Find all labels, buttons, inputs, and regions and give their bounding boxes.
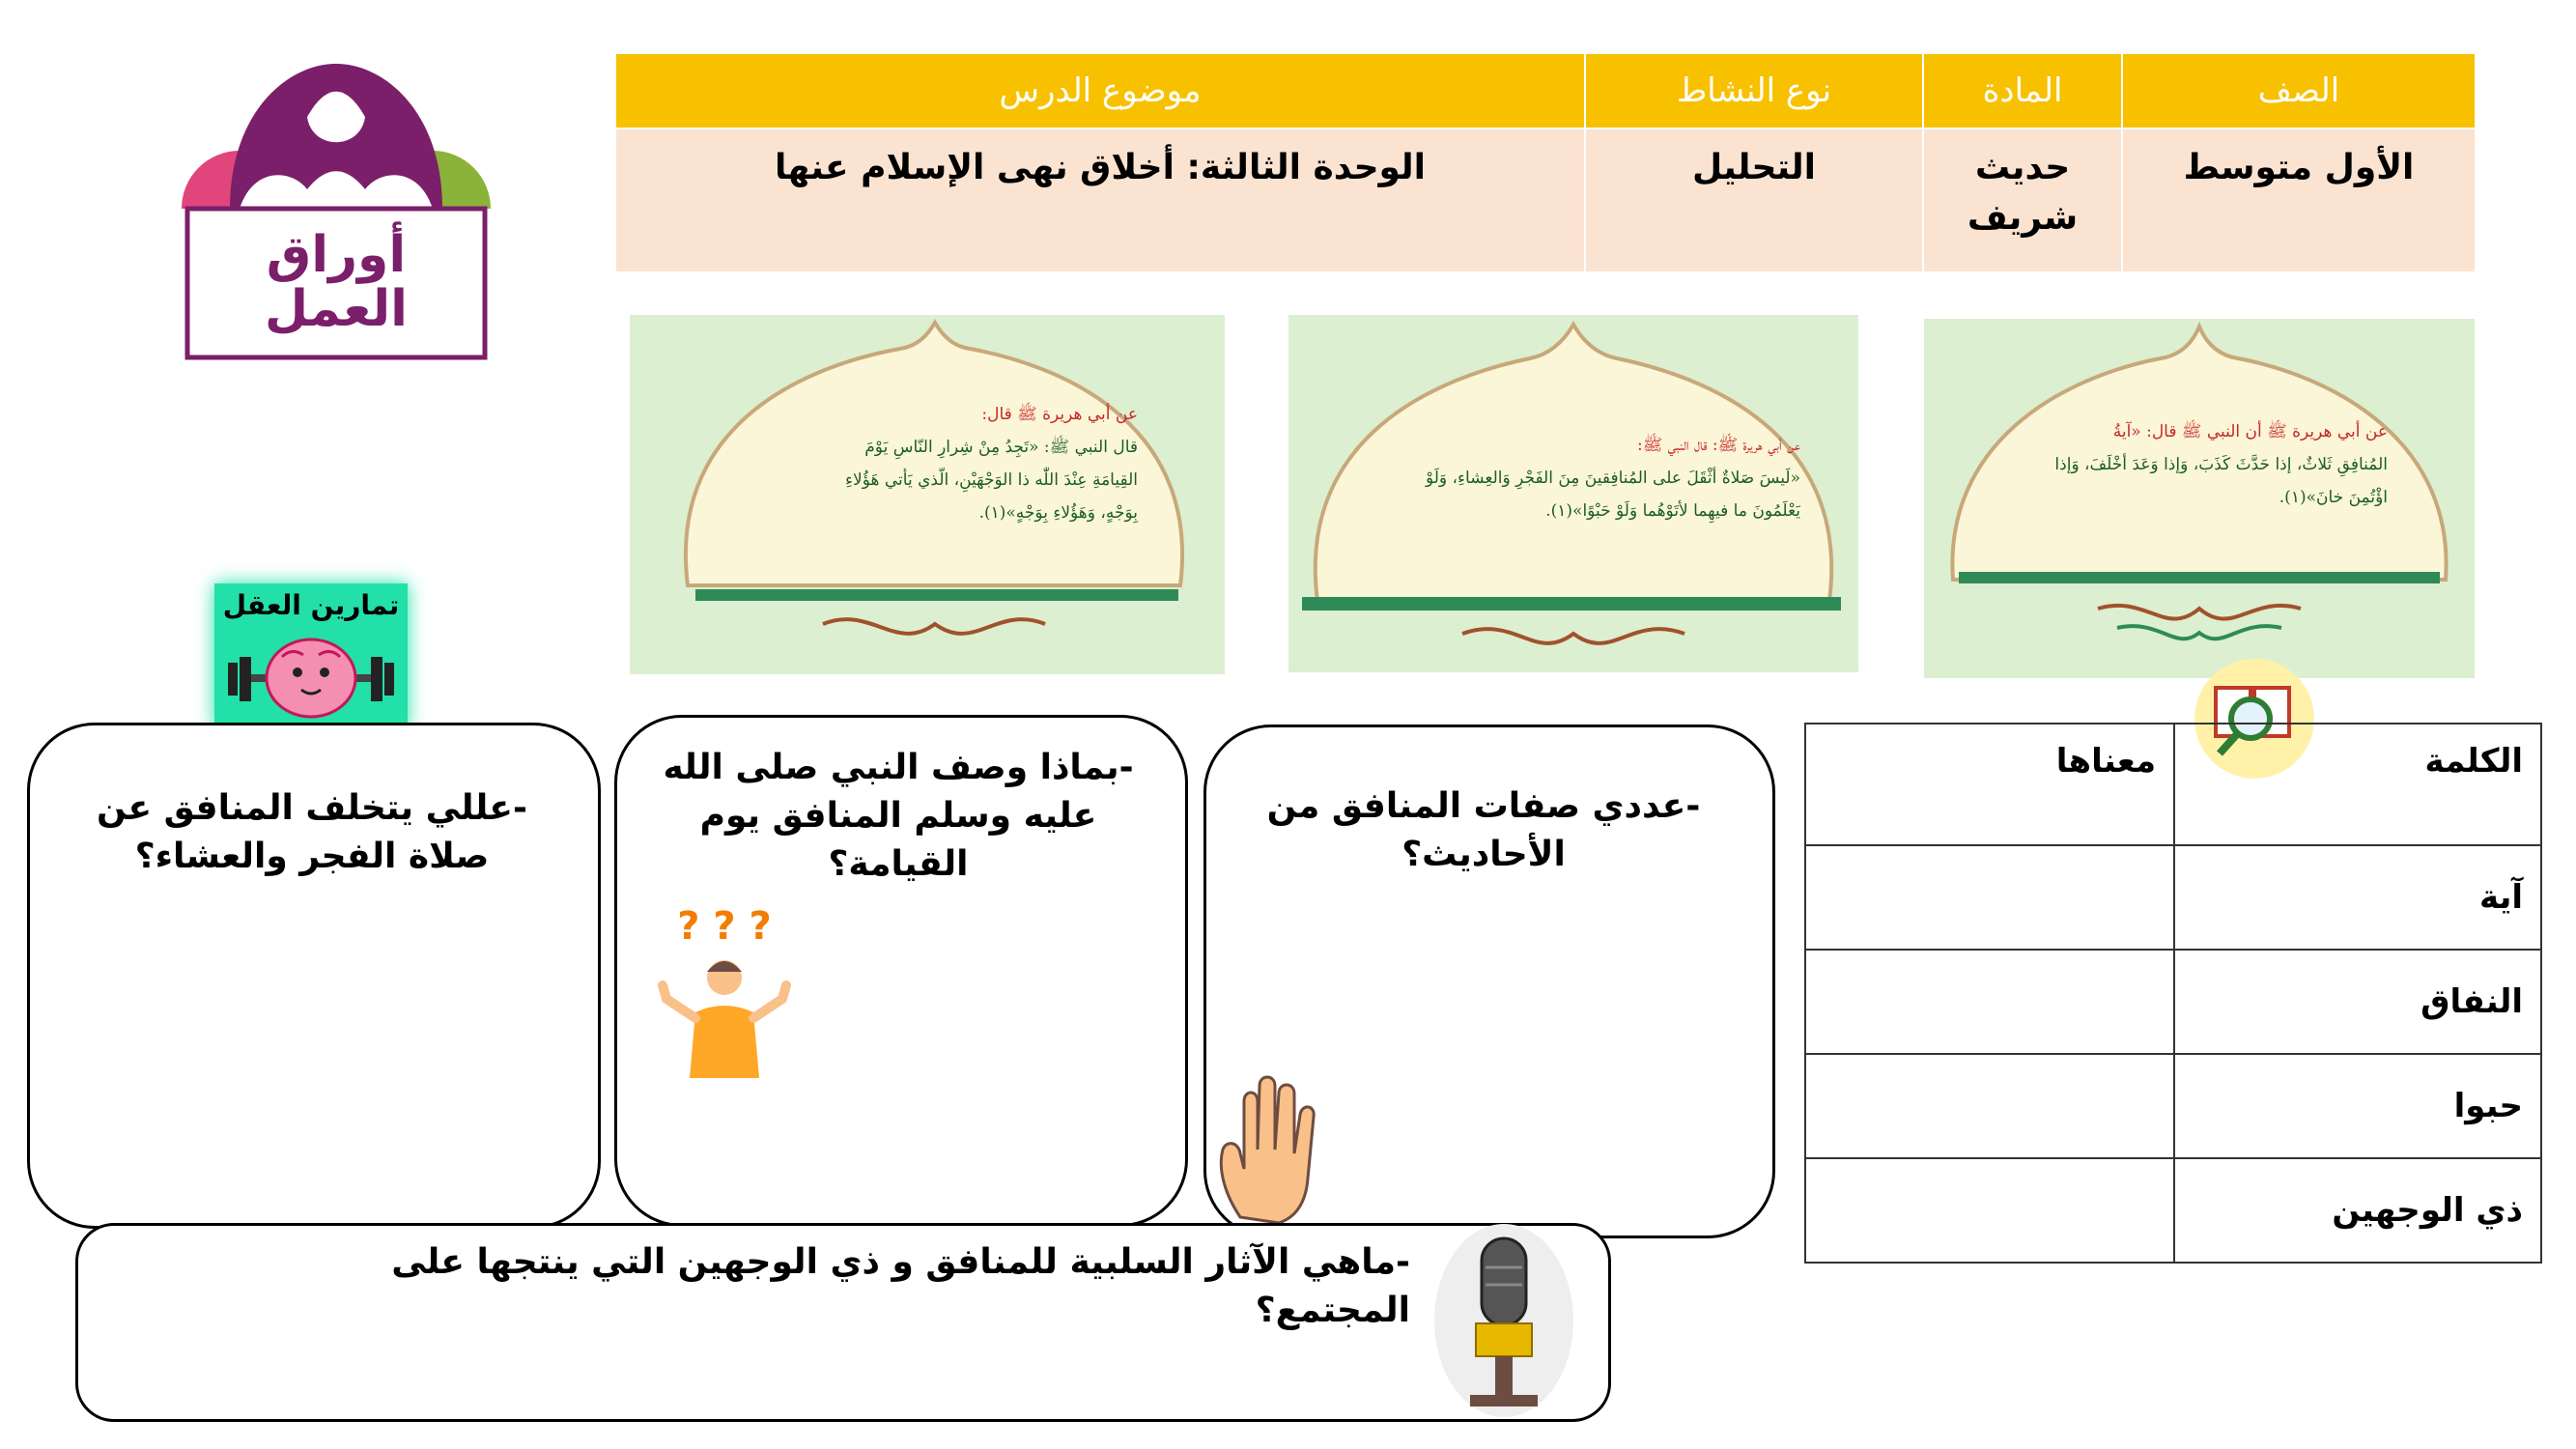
- hadith-1-line-1: المُنافِقِ ثَلاثٌ، إذا حَدَّثَ كَذَبَ، وَإذا وَعَدَ أخْلَفَ، وَإذا: [2054, 455, 2388, 474]
- meaning-cell[interactable]: [1805, 1054, 2174, 1158]
- value-grade: الأول متوسط: [2122, 128, 2476, 272]
- hadith-card-2: [1288, 315, 1858, 672]
- value-subject: حديث شريف: [1923, 128, 2122, 272]
- hadith-card-1: [1924, 319, 2475, 678]
- meaning-cell[interactable]: [1805, 845, 2174, 950]
- hadith-2-line-2: يَعْلَمُونَ ما فيهِما لأتَوْهُما وَلَوْ حَبْوًا»(١).: [1545, 501, 1800, 521]
- word-cell: حبوا: [2174, 1054, 2541, 1158]
- header-lesson-topic: موضوع الدرس: [615, 53, 1585, 128]
- word-cell: ذي الوجهين: [2174, 1158, 2541, 1263]
- brain-exercise-badge: [214, 583, 408, 730]
- hadith-3-line-3: بِوَجْهٍ، وَهَؤُلاءِ بِوَجْهٍ»(١).: [978, 503, 1138, 523]
- meaning-cell[interactable]: [1805, 950, 2174, 1054]
- meaning-cell[interactable]: [1805, 1158, 2174, 1263]
- thinking-person-icon: [657, 904, 792, 1078]
- brain-exercise-title: تمارين العقل: [222, 589, 400, 621]
- hadith-3-line-2: القِيامَةِ عِنْدَ اللّٰه ذا الوَجْهَيْنِ، الّذي يَأتي هَؤُلاءِ: [845, 470, 1138, 490]
- question-marks: ? ? ?: [677, 904, 772, 949]
- word-meaning-table: [1804, 723, 2542, 1264]
- value-lesson-topic: الوحدة الثالثة: أخلاق نهى الإسلام عنها: [615, 128, 1585, 272]
- hadith-2-line-1: «لَيسَ صَلاةٌ أثْقَلَ على المُنافِقينَ مِنَ الفَجْرِ وَالعِشاءِ، وَلَوْ: [1425, 469, 1800, 488]
- microphone-icon: [1431, 1219, 1576, 1422]
- header-subject: المادة: [1923, 53, 2122, 128]
- hadith-1-line-2: اؤْتُمِنَ خانَ»(١).: [2279, 488, 2388, 507]
- hadith-3-line-1: قال النبي ﷺ: «تَجِدُ مِنْ شِرارِ النّاسِ يَوْمَ: [864, 438, 1138, 457]
- question-2-text: -بماذا وصف النبي صلى الله عليه وسلم المنافق يوم القيامة؟: [663, 748, 1134, 884]
- value-activity-type: التحليل: [1585, 128, 1923, 272]
- hadith-2-intro: عن أبي هريرة ﷺ: قال النبي ﷺ:: [1636, 436, 1800, 455]
- logo-line-1: أوراق: [266, 226, 407, 284]
- hadith-3-intro: عن أبي هريرة ﷺ قال:: [981, 405, 1138, 424]
- hadith-card-3: [630, 315, 1225, 674]
- lesson-info-table: [614, 52, 2477, 273]
- header-grade: الصف: [2122, 53, 2476, 128]
- hand-icon: [1211, 1072, 1337, 1227]
- question-4-text: -ماهي الآثار السلبية للمنافق و ذي الوجهين التي ينتجها على المجتمع؟: [391, 1242, 1410, 1330]
- word-column-header: الكلمة: [2174, 724, 2541, 845]
- brain-dumbbell-icon: [224, 628, 398, 728]
- question-3-text: -عللي يتخلف المنافق عن صلاة الفجر والعشاء؟: [97, 788, 527, 876]
- word-cell: آية: [2174, 845, 2541, 950]
- word-cell: النفاق: [2174, 950, 2541, 1054]
- meaning-column-header: معناها: [1805, 724, 2174, 845]
- logo-line-2: العمل: [265, 280, 408, 338]
- hadith-1-intro: عن أبي هريرة ﷺ أن النبي ﷺ قال: «آيةُ: [2112, 422, 2388, 441]
- header-activity-type: نوع النشاط: [1585, 53, 1923, 128]
- worksheet-logo: [182, 44, 491, 363]
- question-1-text: -عددي صفات المنافق من الأحاديث؟: [1266, 786, 1701, 874]
